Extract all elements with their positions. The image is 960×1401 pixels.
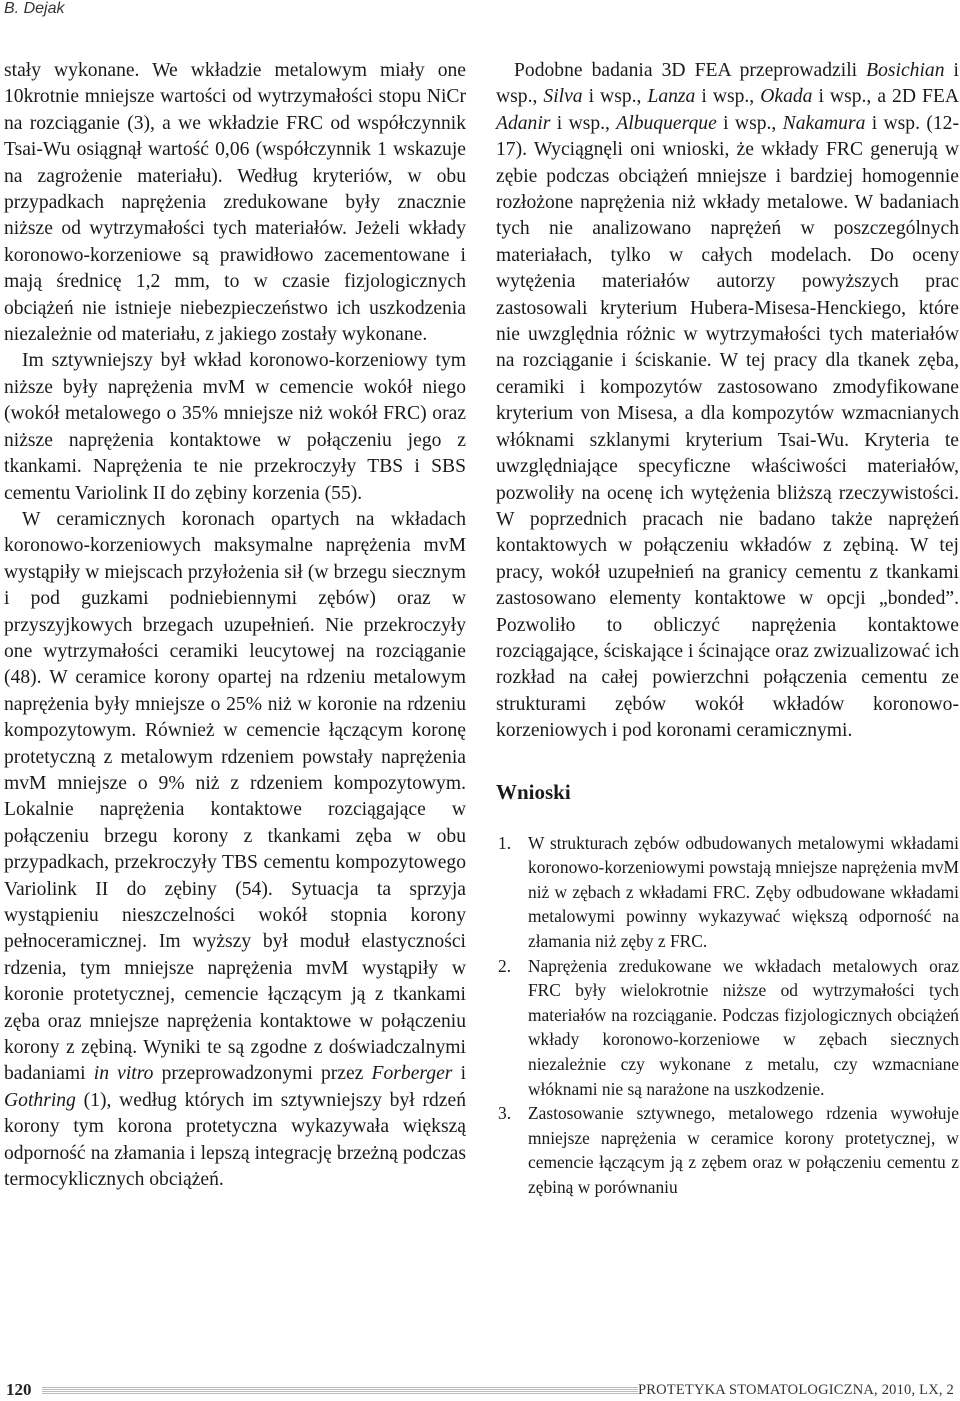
left-paragraph-3	[4, 507, 466, 1194]
author-okada: Okada	[760, 86, 813, 108]
right-p1-text-h: i wsp. (12-17). Wyciągnęli oni wnioski, że wkłady FRC generują w zębie podczas obciążeń mniejsze i bardziej homogennie rozłożone naprężenia niż wkłady metalowe. W badaniach tych nie analizowano naprężeń w poszczególnych materiałach, tylko w całych modelach. Do oceny wytężenia materiałów autorzy powyższych prac zastosowali kryterium Hubera-Misesa-Henckiego, które nie uwzględnia różnic w wytrzymałości tych materiałów na rozciąganie i ściskanie. W tej pracy dla tkanek zęba, ceramiki i kompozytów zastosowano zmodyfikowane kryterium von Misesa, a dla kompozytów wzmacnianych włóknami szklanymi kryterium Tsai-Wu. Kryteria te uwzględniające specyficzne właściwości materiałów, pozwoliły na ocenę ich wytężenia bliższą rzeczywistości. W poprzednich pracach nie badano także naprężeń kontaktowych w połączeniu wkładów z zębiną. W tej pracy, wokół uzupełnień na granicy cementu z tkankami zastosowano elementy kontaktowe w opcji „bonded”. Pozwoliło to obliczyć naprężenia kontaktowe rozciągające, ściskające i ścinające oraz zwizualizować ich rozkład na całej powierzchni połączenia cementu ze strukturami zębów wokół wkładów koronowo-korzeniowych i pod koronami ceramicznymi.	[496, 112, 959, 742]
in-vitro-term: in vitro	[93, 1063, 154, 1085]
conclusions-list	[496, 831, 959, 1200]
author-silva: Silva	[543, 86, 583, 108]
page-number: 120	[6, 1380, 32, 1399]
right-p1-text-f: i wsp.,	[550, 112, 617, 134]
left-paragraph-3-part-a: W ceramicznych koronach opartych na wkładach koronowo-korzeniowych maksymalne naprężenia mvM wystąpiły w miejscach przyłożenia sił (w brzegu siecznym i pod guzkami podniebiennymi zębów) oraz w przyszyjkowych brzegach uzupełnień. Nie przekroczyły one wytrzymałości ceramiki leucytowej na rozciąganie (48). W ceramice korony opartej na rdzeniu metalowym naprężenia były mniejsze o 25% niż w koronie na rdzeniu kompozytowym. Również w cemencie łączącym koronę protetyczną z metalowym rdzeniem powstały naprężenia mvM mniejsze o 9% niż z rdzeniem kompozytowym. Lokalnie naprężenia kontaktowe rozciągające w połączeniu brzegu korony z tkankami zęba w obu przypadkach, przekroczyły TBS cementu kompozytowego Variolink II do zębiny (54). Sytuacja ta sprzyja wystąpieniu nieszczelności wokół stopnia korony pełnoceramicznej. Im wyższy był moduł elastyczności rdzenia, tym mniejsze naprężenia mvM wystąpiły w koronie protetycznej, cemencie łączącym ją z tkankami zęba oraz mniejsze naprężenia kontaktowe w połączeniu korony z zębiną. Wyniki te są zgodne z doświadczalnymi badaniami	[4, 508, 466, 1085]
right-p1-text-g: i wsp.,	[716, 112, 783, 134]
right-paragraph-1	[496, 58, 959, 745]
right-column	[496, 58, 959, 1199]
running-head: B. Dejak	[4, 0, 65, 17]
footer-rule	[42, 1387, 638, 1395]
right-p1-text-a: Podobne badania 3D FEA przeprowadzili	[514, 60, 867, 81]
conclusion-number: 2.	[498, 955, 512, 976]
right-p1-text-d: i wsp.,	[695, 86, 761, 108]
author-nakamura: Nakamura	[782, 112, 866, 134]
left-paragraph-2: Im sztywniejszy był wkład koronowo-korzeniowy tym niższe były naprężenia mvM w cemencie wokół niego (wokół metalowego o 35% mniejsze niż wokół FRC) oraz niższe naprężenia kontaktowe w połączeniu jego z tkankami. Naprężenia te nie przekroczyły TBS i SBS cementu Variolink II do zębiny korzenia (55).	[4, 350, 466, 504]
conclusion-number: 1.	[498, 832, 512, 853]
section-title-conclusions: Wnioski	[496, 779, 571, 804]
author-lanza: Lanza	[647, 86, 696, 108]
right-p1-text-c: i wsp.,	[582, 86, 648, 108]
left-paragraph-3-part-c: i	[452, 1063, 467, 1085]
conclusion-text: Zastosowanie sztywnego, metalowego rdzenia wywołuje mniejsze naprężenia w ceramice korony protetycznej, w cemencie łączącym ją z zębem oraz w połączeniu cementu z zębiną w porównaniu	[528, 1103, 959, 1197]
conclusion-item	[496, 1101, 959, 1199]
author-bosichian: Bosichian	[866, 60, 945, 81]
left-paragraph-1: stały wykonane. We wkładzie metalowym miały one 10krotnie mniejsze wartości od wytrzymałości stopu NiCr na rozciąganie (3), a we wkładzie FRC od współczynnik Tsai-Wu osiągnął wartość 0,06 (współczynnik 1 wskazuje na zagrożenie materiału). Według kryteriów, w obu przypadkach naprężenia zredukowane były znacznie niższe od wytrzymałości tych materiałów. Jeżeli wkłady koronowo-korzeniowe są prawidłowo zacementowane i mają średnicę 1,2 mm, to w czasie fizjologicznych obciążeń nie istnieje niebezpieczeństwo ich uszkodzenia niezależnie od materiału, z jakiego zostały wykonane.	[4, 60, 466, 346]
conclusion-number: 3.	[498, 1103, 512, 1124]
author-albuquerque: Albuquerque	[616, 112, 717, 134]
author-forberger: Forberger	[371, 1063, 453, 1085]
left-column	[4, 58, 466, 1193]
conclusion-text: Naprężenia zredukowane we wkładach metalowych oraz FRC były wielokrotnie niższe od wytrzymałości tych materiałów na rozciąganie. Podczas fizjologicznych obciążeń wkłady koronowo-korzeniowe w zębach siecznych niezależnie czy wykonane z metalu, czy wzmacniane włóknami nie są narażone na uszkodzenie.	[528, 955, 959, 1099]
author-adanir: Adanir	[496, 112, 551, 134]
conclusion-item	[496, 831, 959, 954]
right-p1-text-e: i wsp., a 2D FEA	[812, 86, 959, 108]
left-paragraph-3-part-d: (1), według których im sztywniejszy był rdzeń korony tym korona protetyczna wykazywała większą odporność na złamania i lepszą integrację brzeżną podczas termocyklicznych obciążeń.	[4, 1089, 466, 1191]
conclusion-text: W strukturach zębów odbudowanych metalowymi wkładami koronowo-korzeniowymi powstają mniejsze naprężenia mvM niż w zębach z wkładami FRC. Zęby odbudowane wkładami metalowymi powinny wykazywać większą odporność na złamania niż zęby z FRC.	[528, 832, 959, 951]
journal-name: PROTETYKA STOMATOLOGICZNA, 2010, LX, 2	[637, 1382, 954, 1398]
conclusion-item	[496, 954, 959, 1102]
right-p1-text-b: i wsp.,	[496, 60, 959, 108]
author-gothring: Gothring	[4, 1089, 76, 1111]
left-paragraph-3-part-b: przeprowadzonymi przez	[153, 1063, 372, 1085]
